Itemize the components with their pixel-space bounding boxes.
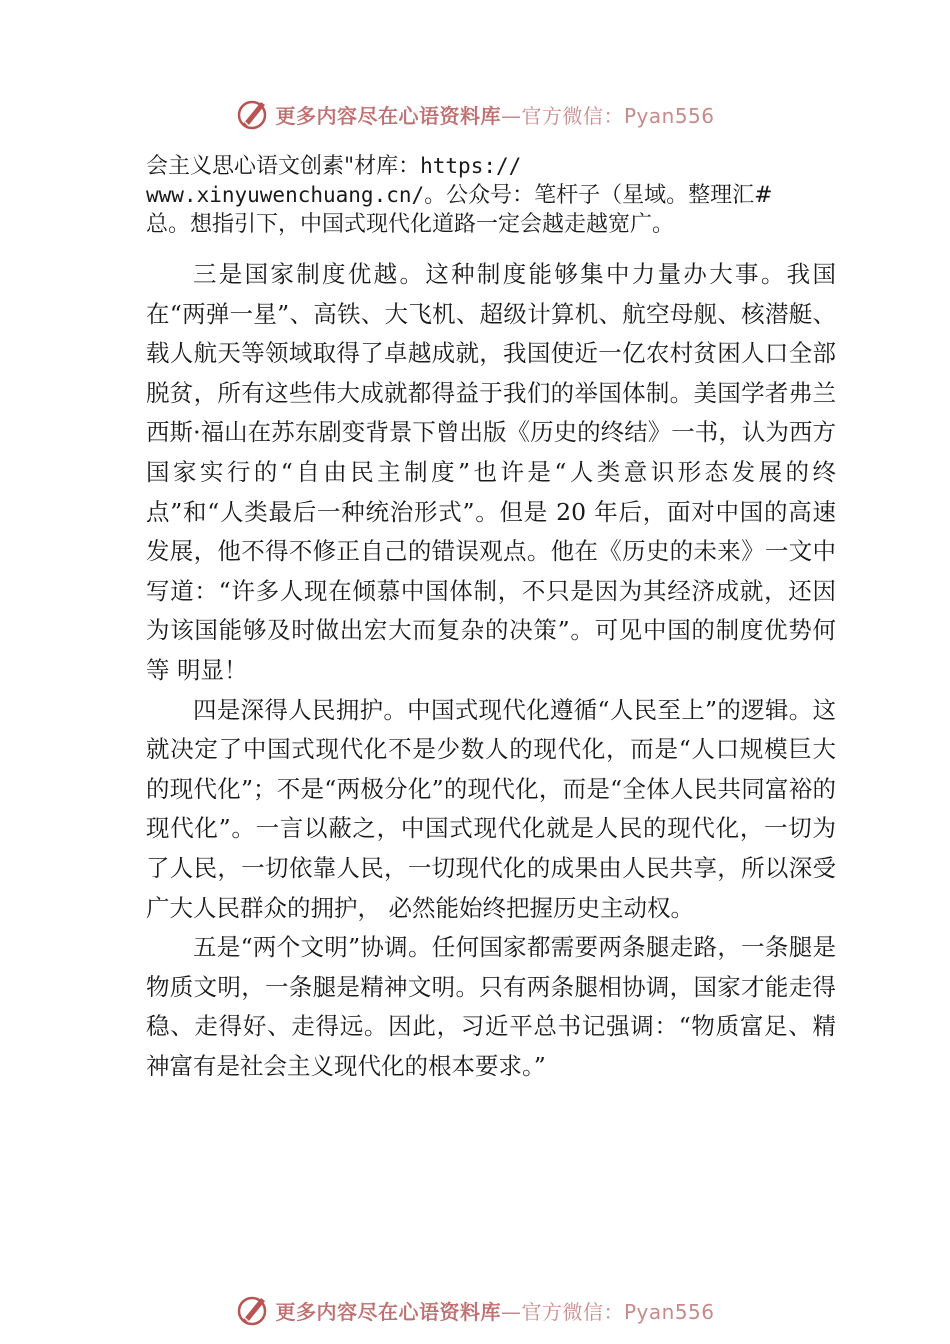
header-banner-main: 更多内容尽在心语资料库 <box>275 103 501 128</box>
footer-banner-text <box>275 1296 714 1325</box>
footer-banner-separator: — <box>500 1299 522 1324</box>
paragraph-five: 五是“两个文明”协调。任何国家都需要两条腿走路，一条腿是物质文明，一条腿是精神文明。只有两条腿相协调，国家才能走得稳、走得好、走得远。因此，习近平总书记强调：“物质富足、精神富有是社会主义现代化的根本要求。” <box>146 933 836 1080</box>
intro-url-part-2: www.xinyuwenchuang.cn/ <box>146 183 425 207</box>
pen-logo-icon <box>235 1292 271 1328</box>
header-banner-tail: 官方微信： <box>521 103 624 128</box>
header-banner-separator: — <box>500 103 522 128</box>
intro-text-1: 会主义思心语文创素"材库： <box>146 154 421 179</box>
intro-url-part-1: https:// <box>420 154 522 178</box>
paragraph-three: 三是国家制度优越。这种制度能够集中力量办大事。我国在“两弹一星”、高铁、大飞机、超级计算机、航空母舰、核潜艇、载人航天等领域取得了卓越成就，我国使近一亿农村贫困人口全部脱贫，所有这些伟大成就都得益于我们的举国体制。美国学者弗兰西斯·福山在苏东剧变背景下曾出版《历史的终结》一书，认为西方国家实行的“自由民主制度”也许是“人类意识形态发展的终点”和“人类最后一种统治形式”。但是 20 年后，面对中国的高速发展，他不得不修正自己的错误观点。他在《历史的未来》一文中写道：“许多人现在倾慕中国体制，不只是因为其经济成就，还因为该国能够及时做出宏大而复杂的决策”。可见中国的制度优势何等 明显！ <box>146 260 836 684</box>
footer-banner <box>0 1290 950 1330</box>
header-banner <box>0 94 950 134</box>
paragraph-four: 四是深得人民拥护。中国式现代化遵循“人民至上”的逻辑。这就决定了中国式现代化不是少数人的现代化，而是“人口规模巨大的现代化”；不是“两极分化”的现代化，而是“全体人民共同富裕的现代化”。一言以蔽之，中国式现代化就是人民的现代化，一切为了人民，一切依靠人民，一切现代化的成果由人民共享，所以深受广大人民群众的拥护， 必然能始终把握历史主动权。 <box>146 695 836 922</box>
footer-banner-handle: Pyan556 <box>623 1299 715 1324</box>
intro-line-3: 总。想指引下，中国式现代化道路一定会越走越宽广。 <box>146 212 675 237</box>
intro-line-1 <box>146 152 836 181</box>
footer-banner-main: 更多内容尽在心语资料库 <box>275 1299 501 1324</box>
intro-text-2: 。公众号：笔杆子（星域。整理汇# <box>424 183 773 208</box>
footer-banner-tail: 官方微信： <box>521 1299 624 1324</box>
pen-logo-icon <box>235 96 271 132</box>
document-body <box>146 152 836 1086</box>
intro-line-2 <box>146 181 836 210</box>
header-banner-text <box>275 100 714 129</box>
header-banner-handle: Pyan556 <box>623 103 715 128</box>
